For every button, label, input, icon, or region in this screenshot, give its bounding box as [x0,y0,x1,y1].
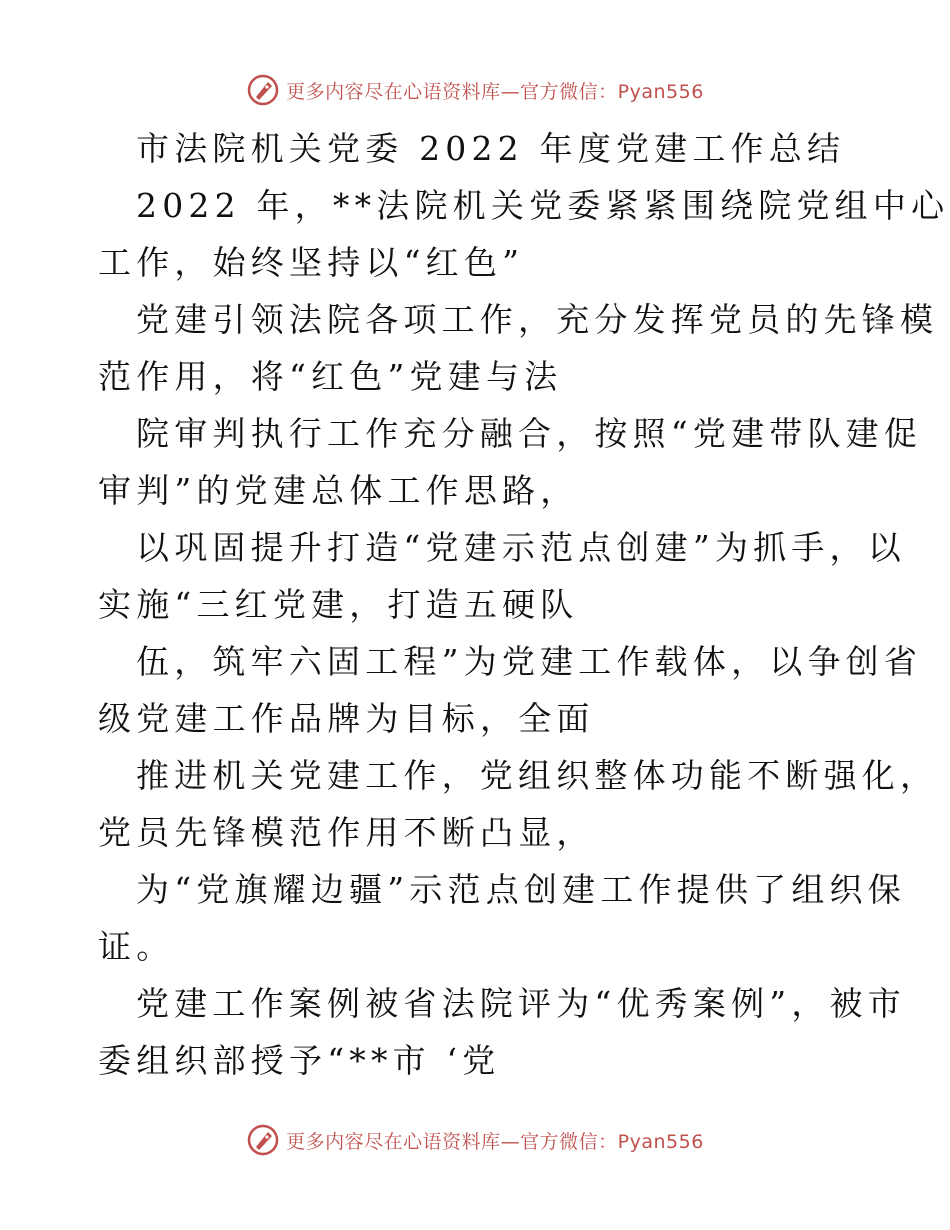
doc-title-line: 市法院机关党委 2022 年度党建工作总结 [136,129,846,168]
doc-line: 党建引领法院各项工作，充分发挥党员的先锋模 [136,300,939,339]
doc-line: 审判”的党建总体工作思路， [98,471,579,510]
doc-line: 伍，筑牢六固工程”为党建工作载体，以争创省 [136,642,923,681]
watermark-text: 更多内容尽在心语资料库—官方微信：Pyan556 [286,80,704,103]
document-body [98,120,950,1089]
doc-line: 工作，始终坚持以“红色” [98,243,525,282]
doc-line: 委组织部授予“**市 ‘党 [98,1041,501,1080]
doc-line: 范作用，将“红色”党建与法 [98,357,563,396]
doc-line: 为“党旗耀边疆”示范点创建工作提供了组织保 [136,870,906,909]
doc-line: 推进机关党建工作，党组织整体功能不断强化， [136,756,939,795]
doc-line: 以巩固提升打造“党建示范点创建”为抓手，以 [136,528,906,567]
footer-watermark [0,1118,950,1162]
doc-line: 级党建工作品牌为目标，全面 [98,699,595,738]
doc-line: 党建工作案例被省法院评为“优秀案例”，被市 [136,984,906,1023]
doc-line: 证。 [98,927,175,966]
pen-nib-logo-icon [246,1123,280,1157]
watermark-text: 更多内容尽在心语资料库—官方微信：Pyan556 [286,1130,704,1153]
header-watermark [0,68,950,112]
doc-line: 党员先锋模范作用不断凸显， [98,813,595,852]
doc-line: 2022 年，**法院机关党委紧紧围绕院党组中心 [136,186,950,225]
pen-nib-logo-icon [246,73,280,107]
doc-line: 实施“三红党建，打造五硬队 [98,585,579,624]
doc-line: 院审判执行工作充分融合，按照“党建带队建促 [136,414,923,453]
